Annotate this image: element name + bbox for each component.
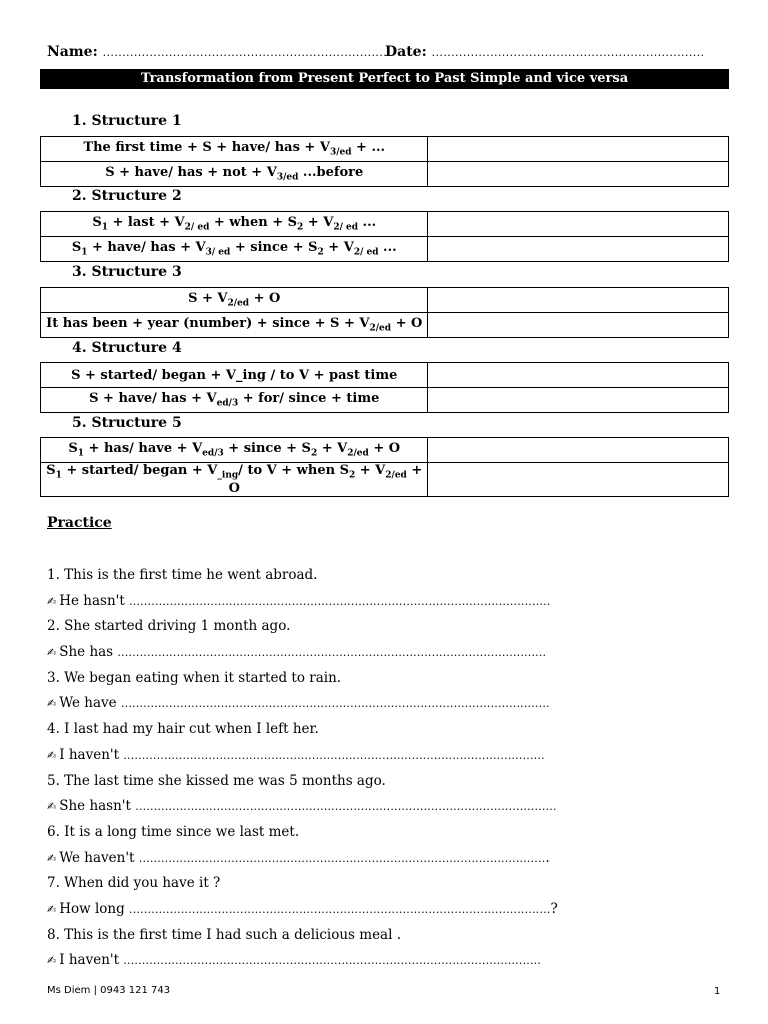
structure-row xyxy=(41,363,729,388)
formula-subscript: 2/ed xyxy=(347,448,369,459)
structure-table xyxy=(40,136,729,187)
answer-line[interactable] xyxy=(47,952,541,968)
answer-dots: .................................................................................................................. xyxy=(129,902,551,916)
formula-subscript: 3/ ed xyxy=(205,247,231,258)
answer-dots: .................................................................................................................. xyxy=(123,748,545,762)
name-field[interactable]: Name: .......................................................................... xyxy=(47,44,391,60)
formula-subscript: 2/ed xyxy=(385,470,407,481)
structure-label: 5. Structure 5 xyxy=(72,415,182,431)
formula-subscript: 3/ed xyxy=(329,147,352,158)
formula-text: S xyxy=(68,441,78,457)
formula-subscript: 1 xyxy=(55,470,62,481)
formula-text: + when + S xyxy=(209,215,298,231)
structure-row xyxy=(41,212,729,237)
formula-text: + has/ have + V xyxy=(84,441,203,457)
blank-answer-cell[interactable] xyxy=(428,137,729,162)
structure-row xyxy=(41,438,729,463)
structure-table xyxy=(40,437,729,497)
structure-label: 3. Structure 3 xyxy=(72,264,182,280)
answer-line[interactable] xyxy=(47,901,558,917)
page-title: Transformation from Present Perfect to Past Simple and vice versa xyxy=(40,69,729,89)
formula-text: S xyxy=(92,215,102,231)
writing-hand-icon: ✍ xyxy=(47,748,57,762)
formula-subscript: 2/ed xyxy=(369,323,392,334)
formula-subscript: ed/3 xyxy=(202,448,224,459)
answer-line[interactable] xyxy=(47,695,550,711)
formula-subscript: 2/ ed xyxy=(184,222,210,233)
date-label: Date xyxy=(385,44,422,60)
structure-table xyxy=(40,362,729,413)
question-text: 3. We began eating when it started to rain. xyxy=(47,669,342,686)
structure-row xyxy=(41,313,729,338)
formula-subscript: 2/ed xyxy=(227,298,250,309)
structure-row xyxy=(41,237,729,262)
writing-hand-icon: ✍ xyxy=(47,851,57,865)
formula-subscript: 3/ed xyxy=(276,172,299,183)
formula-cell xyxy=(41,313,428,338)
answer-prompt: I haven't xyxy=(59,952,120,969)
formula-subscript: 1 xyxy=(81,247,88,258)
formula-text: + O xyxy=(228,463,423,496)
answer-prompt: We haven't xyxy=(59,849,135,866)
formula-text: + V xyxy=(323,240,354,256)
writing-hand-icon: ✍ xyxy=(47,800,57,814)
question-text: 6. It is a long time since we last met. xyxy=(47,824,300,840)
blank-answer-cell[interactable] xyxy=(428,438,729,463)
formula-subscript: 2 xyxy=(297,222,304,233)
structure-label: 1. Structure 1 xyxy=(72,113,182,129)
writing-hand-icon: ✍ xyxy=(47,902,57,916)
answer-line[interactable] xyxy=(47,798,557,814)
structure-row xyxy=(41,388,729,413)
formula-subscript: 2 xyxy=(310,448,318,459)
answer-dots: .................................................................................................................... xyxy=(117,645,547,659)
formula-text: + ... xyxy=(351,140,386,156)
formula-text: + V xyxy=(303,215,334,231)
answer-dots: .................................................................................................................. xyxy=(135,800,557,814)
formula-subscript: ed/3 xyxy=(216,398,239,409)
formula-subscript: 1 xyxy=(77,448,85,459)
formula-cell xyxy=(41,463,428,497)
writing-hand-icon: ✍ xyxy=(47,697,57,711)
answer-prompt: She hasn't xyxy=(59,798,131,815)
date-field[interactable]: Date: ...................................................................... xyxy=(385,44,705,60)
formula-text: + O xyxy=(368,441,401,457)
practice-heading: Practice xyxy=(47,515,112,531)
formula-text: ...before xyxy=(298,165,364,181)
formula-cell xyxy=(41,438,428,463)
answer-dots: .................................................................................................................... xyxy=(120,697,550,711)
formula-cell xyxy=(41,363,428,388)
formula-text: + since + S xyxy=(230,240,318,256)
formula-text: + O xyxy=(249,291,281,307)
formula-text: + since + S xyxy=(223,441,311,457)
formula-subscript: 2 xyxy=(317,247,324,258)
formula-subscript: _ing xyxy=(217,470,239,481)
answer-prompt: She has xyxy=(59,643,114,660)
question-text: 7. When did you have it ? xyxy=(47,875,221,892)
blank-answer-cell[interactable] xyxy=(428,212,729,237)
question-text: 4. I last had my hair cut when I left her. xyxy=(47,721,319,738)
answer-line[interactable] xyxy=(47,850,550,866)
formula-text: S + started/ began + V_ing / to V + past time xyxy=(71,367,398,383)
formula-text: + have/ has + V xyxy=(87,240,206,256)
question-text: 8. This is the first time I had such a delicious meal . xyxy=(47,926,402,943)
blank-answer-cell[interactable] xyxy=(428,162,729,187)
answer-line[interactable] xyxy=(47,644,546,660)
answer-line[interactable] xyxy=(47,747,545,763)
answer-end-punct: . xyxy=(545,849,550,866)
formula-text: S xyxy=(71,240,82,256)
blank-answer-cell[interactable] xyxy=(428,288,729,313)
question-text: 1. This is the first time he went abroad. xyxy=(47,567,318,583)
structure-row xyxy=(41,162,729,187)
formula-text: + for/ since + time xyxy=(238,391,380,407)
formula-text: The first time + S + have/ has + V xyxy=(83,140,330,156)
structure-table xyxy=(40,211,729,262)
formula-text: + last + V xyxy=(107,215,185,231)
formula-cell xyxy=(41,288,428,313)
answer-prompt: He hasn't xyxy=(59,592,125,609)
footer-author: Ms Diem | 0943 121 743 xyxy=(47,985,171,996)
date-dots: ...................................................................... xyxy=(431,46,705,59)
answer-prompt: I haven't xyxy=(59,746,120,763)
page-number: 1 xyxy=(714,986,721,997)
formula-text: ... xyxy=(358,215,377,231)
formula-subscript: 2 xyxy=(348,470,356,481)
structure-row xyxy=(41,137,729,162)
formula-text: S + have/ has + V xyxy=(89,391,217,407)
structure-row xyxy=(41,288,729,313)
blank-answer-cell[interactable] xyxy=(428,388,729,413)
formula-subscript: 2/ ed xyxy=(353,247,379,258)
name-dots: .......................................................................... xyxy=(102,46,391,59)
formula-cell xyxy=(41,388,428,413)
formula-text: / to V + when S xyxy=(238,463,349,478)
formula-cell xyxy=(41,162,428,187)
name-label: Name xyxy=(47,44,93,60)
formula-subscript: 2/ ed xyxy=(333,222,359,233)
question-text: 2. She started driving 1 month ago. xyxy=(47,618,291,635)
formula-text: S + have/ has + not + V xyxy=(105,165,277,181)
blank-answer-cell[interactable] xyxy=(428,463,729,497)
formula-cell xyxy=(41,212,428,237)
blank-answer-cell[interactable] xyxy=(428,313,729,338)
blank-answer-cell[interactable] xyxy=(428,237,729,262)
formula-text: S xyxy=(46,463,56,478)
blank-answer-cell[interactable] xyxy=(428,363,729,388)
structure-label: 2. Structure 2 xyxy=(72,188,182,204)
structure-table xyxy=(40,287,729,338)
formula-cell xyxy=(41,237,428,262)
formula-cell xyxy=(41,137,428,162)
formula-text: + V xyxy=(355,463,386,478)
formula-text: + V xyxy=(317,441,348,457)
answer-dots: .................................................................................................................. xyxy=(129,594,551,608)
writing-hand-icon: ✍ xyxy=(47,594,57,608)
formula-text: S + V xyxy=(188,291,228,307)
answer-dots: .............................................................................................................. xyxy=(138,851,546,865)
formula-subscript: 1 xyxy=(101,222,108,233)
formula-text: It has been + year (number) + since + S + V xyxy=(46,316,370,332)
structure-row xyxy=(41,463,729,497)
answer-end-punct: ? xyxy=(550,900,558,917)
answer-prompt: We have xyxy=(59,695,117,712)
answer-dots: ................................................................................................................. xyxy=(123,954,542,968)
answer-prompt: How long xyxy=(59,900,125,917)
writing-hand-icon: ✍ xyxy=(47,954,57,968)
formula-text: + started/ began + V xyxy=(61,463,218,478)
answer-line[interactable] xyxy=(47,593,551,609)
formula-text: + O xyxy=(391,316,423,332)
question-text: 5. The last time she kissed me was 5 months ago. xyxy=(47,772,386,789)
writing-hand-icon: ✍ xyxy=(47,645,57,659)
structure-label: 4. Structure 4 xyxy=(72,340,182,356)
formula-text: ... xyxy=(378,240,397,256)
